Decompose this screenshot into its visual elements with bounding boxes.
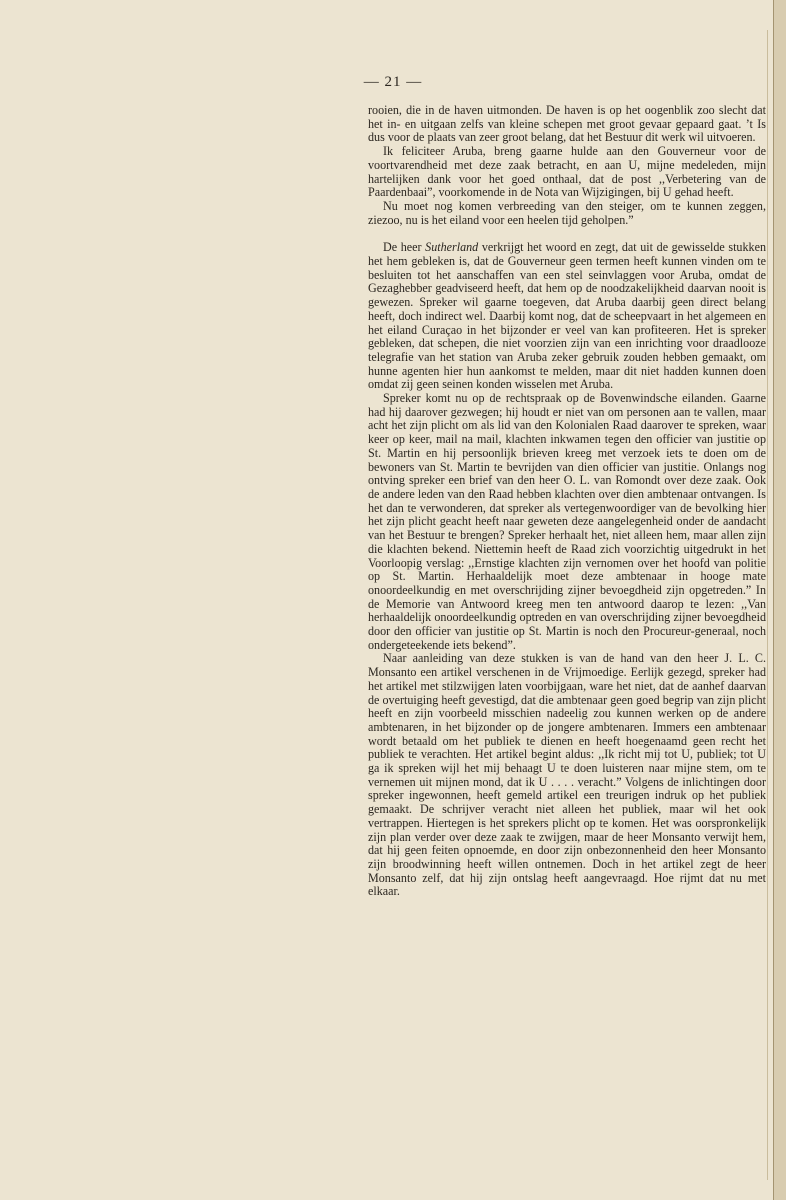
page-edge-line: [767, 30, 768, 1180]
paragraph-1: rooien, die in de haven uitmonden. De haven is op het oogenblik zoo slecht dat het in- en uitgaan zelfs van kleine schepen met groot gevaar gepaard gaat. ’t Is dus voor de plaats van zeer groot belang, dat het Bestuur dit werk wil uitvoeren.: [368, 103, 766, 145]
paragraph-4-body: verkrijgt het woord en zegt, dat uit de gewisselde stukken het hem gebleken is, dat de Gouverneur geen termen heeft kunnen vinden om te besluiten tot het aanschaffen van een stel seinvlaggen voor Aruba, omdat de Gezaghebber geadviseerd heeft, dat hem op de noodzakelijkheid daarvan nooit is gewezen. Spreker wil gaarne toegeven, dat Aruba daarbij geen direct belang heeft, doch indirect wel. Daarbij komt nog, dat de scheepvaart in het algemeen en het eiland Curaçao in het bijzonder er veel van kan profiteeren. Het is spreker gebleken, dat schepen, die niet voorzien zijn van een inrichting voor draadlooze telegrafie van het station van Aruba zeker gebruik zouden hebben gemaakt, om hunne agenten hier hun aankomst te melden, maar dit niet hadden kunnen doen omdat zij geen seinen konden wisselen met Aruba.: [368, 240, 766, 392]
paragraph-3: Nu moet nog komen verbreeding van den steiger, om te kunnen zeggen, ziezoo, nu is het eiland voor een heelen tijd geholpen.”: [368, 198, 766, 227]
text-column: [368, 104, 766, 899]
paragraph-4: [368, 241, 766, 392]
page-number: — 21 —: [363, 74, 423, 90]
speaker-name: Sutherland: [425, 240, 479, 255]
paragraph-5: Spreker komt nu op de rechtspraak op de Bovenwindsche eilanden. Gaarne had hij daarover gezwegen; hij houdt er niet van om personen aan te vallen, maar acht het zijn plicht om als lid van den Kolonialen Raad daarover te spreken, waar keer op keer, mail na mail, klachten inkwamen tegen den officier van justitie op St. Martin en hij persoonlijk brieven kreeg met verzoek iets te doen om de bewoners van St. Martin te bevrijden van dien officier van justitie. Onlangs nog ontving spreker een brief van den heer O. L. van Romondt over deze zaak. Ook de andere leden van den Raad hebben klachten over dien ambtenaar ontvangen. Is het dan te verwonderen, dat spreker als vertegenwoordiger van de bevolking hier het zijn plicht geacht heeft naar geweten deze aangelegenheid onder de aandacht van het Bestuur te brengen? Spreker herhaalt het, niet alleen hem, maar allen zijn die klachten bekend. Niettemin heeft de Raad zich voorzichtig uitgedrukt in het Voorloopig verslag: ,,Ernstige klachten zijn vernomen over het hoofd van politie op St. Martin. Herhaaldelijk moet deze ambtenaar in hooge mate onoordeelkundig en met overschrijding zijner bevoegdheid zijn opgetreden.” In de Memorie van Antwoord kreeg men ten antwoord daarop te lezen: ,,Van herhaaldelijk onoordeelkundig optreden en van overschrijding zijner bevoegdheid door den officier van justitie op St. Martin is noch den Procureur-generaal, noch ondergeteekende iets bekend”.: [368, 391, 766, 652]
paragraph-4-lead: De heer: [383, 240, 426, 255]
paragraph-6: Naar aanleiding van deze stukken is van de hand van den heer J. L. C. Monsanto een artikel verschenen in de Vrijmoedige. Eerlijk gezegd, spreker had het artikel met stilzwijgen laten voorbijgaan, ware het niet, dat de aanhef daarvan de overtuiging heeft gevestigd, dat die ambtenaar geen goed begrip van zijn plicht heeft en zijn voorbeeld misschien nadeelig zou kunnen werken op de andere ambtenaren, in het bijzonder op de jongere ambtenaren. Immers een ambtenaar wordt betaald om het publiek te dienen en heeft hoegenaamd geen recht het publiek te verachten. Het artikel begint aldus: ,,Ik richt mij tot U, publiek; tot U ga ik spreken wijl het mij behaagt U te doen luisteren naar mijne stem, om te vernemen uit mijnen mond, dat ik U . . . . veracht.” Volgens de inlichtingen door spreker ingewonnen, heeft gemeld artikel een treurigen indruk op het publiek gemaakt. De schrijver veracht niet alleen het publiek, maar wil het ook vertrappen. Hiertegen is het sprekers plicht op te komen. Het was oorspronkelijk zijn plan verder over deze zaak te zwijgen, maar de heer Monsanto verwijt hem, dat hij geen feiten opnoemde, en door zijn onbezonnenheid den heer Monsanto zijn broodwinning heeft willen ontnemen. Doch in het artikel zegt de heer Monsanto zelf, dat hij zijn ontslag heeft aangevraagd. Hoe rijmt dat nu met elkaar.: [368, 651, 766, 899]
paragraph-2: Ik feliciteer Aruba, breng gaarne hulde aan den Gouverneur voor de voortvarendheid met deze zaak betracht, en aan U, mijne medeleden, mijn hartelijken dank voor het goed onthaal, dat de post ,,Verbetering van de Paardenbaai”, voorkomende in de Nota van Wijzigingen, bij U gehad heeft.: [368, 144, 766, 200]
binding-strip: [773, 0, 786, 1200]
